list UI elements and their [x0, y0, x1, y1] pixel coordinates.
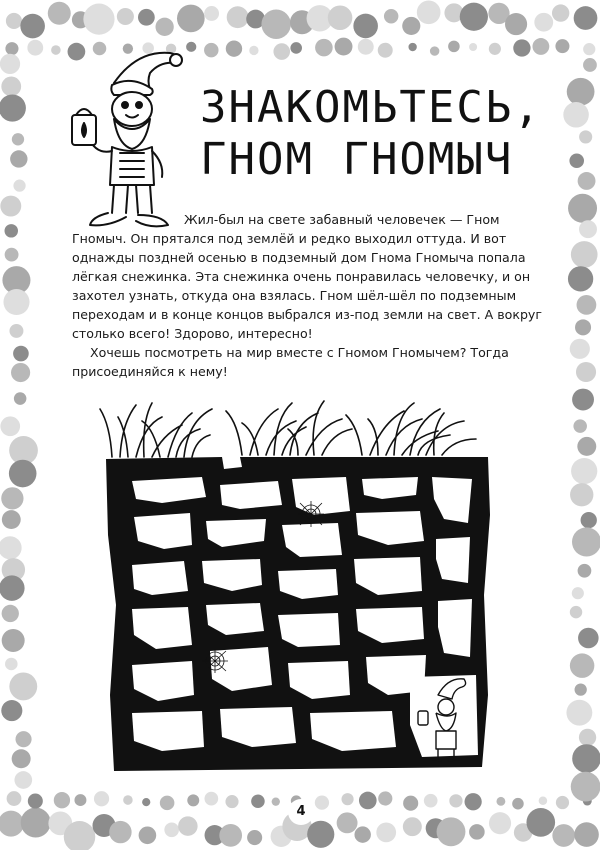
- border-dot: [573, 419, 587, 433]
- border-dot: [583, 43, 595, 55]
- border-dot: [251, 794, 265, 808]
- border-dot: [570, 339, 590, 359]
- border-dot: [489, 43, 501, 55]
- border-dot: [0, 196, 21, 217]
- border-dot: [247, 830, 262, 845]
- border-dot: [449, 794, 462, 807]
- story-paragraph-2: Хочешь посмотреть на мир вместе с Гномом Гномычем? Тогда присоединяйся к нему!: [72, 345, 509, 379]
- page-title: [200, 82, 580, 186]
- border-dot: [572, 389, 594, 411]
- border-dot: [227, 6, 249, 28]
- border-dot: [219, 824, 242, 847]
- border-dot: [579, 130, 592, 143]
- border-dot: [575, 684, 587, 696]
- border-dot: [1, 487, 23, 509]
- border-dot: [556, 796, 569, 809]
- border-dot: [526, 808, 555, 837]
- border-dot: [469, 824, 485, 840]
- border-dot: [3, 289, 29, 315]
- border-dot: [571, 458, 597, 484]
- border-dot: [315, 795, 329, 809]
- border-dot: [5, 248, 19, 262]
- border-dot: [0, 536, 22, 559]
- border-dot: [261, 10, 290, 39]
- border-dot: [583, 58, 597, 72]
- page-number: 4: [288, 799, 314, 825]
- border-dot: [178, 816, 197, 835]
- border-dot: [117, 8, 134, 25]
- border-dot: [496, 797, 505, 806]
- border-dot: [577, 295, 597, 315]
- border-dot: [353, 14, 378, 39]
- border-dot: [465, 793, 482, 810]
- border-dot: [9, 460, 37, 488]
- border-dot: [342, 793, 354, 805]
- border-dot: [5, 658, 18, 671]
- border-dot: [0, 416, 20, 436]
- border-dot: [489, 812, 511, 834]
- border-dot: [552, 4, 569, 21]
- border-dot: [2, 605, 19, 622]
- border-dot: [0, 94, 26, 121]
- border-dot: [109, 821, 131, 843]
- border-dot: [570, 653, 594, 677]
- border-dot: [11, 363, 30, 382]
- border-dot: [28, 794, 43, 809]
- border-dot: [402, 17, 420, 35]
- border-dot: [13, 180, 25, 192]
- border-dot: [403, 817, 422, 836]
- border-dot: [578, 564, 592, 578]
- border-dot: [577, 437, 596, 456]
- border-dot: [164, 822, 179, 837]
- border-dot: [571, 772, 600, 802]
- border-dot: [177, 5, 205, 33]
- border-dot: [408, 43, 416, 51]
- border-dot: [1, 700, 22, 721]
- border-dot: [384, 9, 398, 23]
- border-dot: [378, 43, 393, 58]
- border-dot: [578, 628, 599, 649]
- border-dot: [376, 822, 396, 842]
- border-dot: [15, 731, 31, 747]
- border-dot: [138, 9, 155, 26]
- page-title-line1: ЗНАКОМЬТЕСЬ,: [200, 82, 542, 133]
- border-dot: [225, 795, 238, 808]
- border-dot: [14, 771, 32, 789]
- border-dot: [358, 39, 374, 55]
- border-dot: [430, 46, 439, 55]
- border-dot: [359, 792, 377, 810]
- border-dot: [572, 587, 584, 599]
- border-dot: [123, 795, 133, 805]
- border-dot: [155, 18, 173, 36]
- border-dot: [160, 796, 175, 811]
- border-dot: [513, 39, 530, 56]
- border-dot: [505, 13, 527, 35]
- border-dot: [142, 798, 150, 806]
- border-dot: [9, 672, 37, 700]
- border-dot: [5, 42, 18, 55]
- maze-illustration: [92, 395, 502, 780]
- border-dot: [460, 3, 488, 31]
- border-dot: [572, 744, 600, 773]
- border-dot: [204, 792, 218, 806]
- border-dot: [570, 606, 582, 618]
- gnome-with-lantern-icon: [52, 45, 192, 230]
- border-dot: [469, 43, 477, 51]
- border-dot: [6, 13, 22, 29]
- border-dot: [187, 794, 199, 806]
- border-dot: [0, 54, 20, 74]
- border-dot: [574, 6, 598, 30]
- border-dot: [335, 38, 353, 56]
- border-dot: [568, 194, 597, 223]
- border-dot: [570, 483, 593, 506]
- border-dot: [273, 43, 290, 60]
- border-dot: [204, 43, 218, 57]
- story-paragraph-1: Жил-был на свете забавный человечек — Гном Гномыч. Он прятался под землёй и редко выходил оттуда. И вот однажды поздней осенью в подземный дом Гнома Гномыча попала лёгкая снежинка. Эта снежинка очень понравилась человечку, и он захотел узнать, откуда она взялась. Гном шёл-шёл по подземным переходам и в конце концов выбрался из-под земли на свет. А вокруг столько всего! Здорово, интересно!: [72, 212, 543, 341]
- border-dot: [315, 39, 333, 57]
- border-dot: [403, 796, 418, 811]
- border-dot: [307, 821, 334, 848]
- border-dot: [249, 46, 258, 55]
- border-dot: [581, 512, 597, 528]
- border-dot: [354, 826, 370, 842]
- border-dot: [290, 42, 302, 54]
- border-dot: [226, 40, 242, 56]
- border-dot: [0, 575, 25, 600]
- border-dot: [578, 172, 596, 190]
- grass-icon: [100, 401, 476, 457]
- border-dot: [7, 791, 22, 806]
- story-text: [72, 210, 542, 381]
- border-dot: [532, 38, 549, 55]
- border-dot: [12, 749, 31, 768]
- border-dot: [13, 346, 29, 362]
- border-dot: [27, 40, 43, 56]
- border-dot: [378, 791, 392, 805]
- border-dot: [448, 41, 460, 53]
- border-dot: [417, 1, 441, 25]
- border-dot: [12, 133, 24, 145]
- border-dot: [534, 13, 553, 32]
- border-dot: [14, 392, 27, 405]
- border-dot: [328, 5, 353, 30]
- border-dot: [74, 794, 86, 806]
- border-dot: [272, 798, 280, 806]
- border-dot: [572, 527, 600, 556]
- border-dot: [21, 808, 51, 838]
- border-dot: [512, 798, 524, 810]
- border-dot: [83, 4, 114, 35]
- border-dot: [337, 812, 358, 833]
- page-title-line2: ГНОМ ГНОМЫЧ: [200, 134, 514, 185]
- border-dot: [575, 319, 591, 335]
- border-dot: [139, 827, 157, 845]
- border-dot: [10, 150, 27, 167]
- border-dot: [48, 2, 71, 25]
- border-dot: [424, 794, 438, 808]
- border-dot: [54, 792, 70, 808]
- border-dot: [2, 510, 21, 529]
- border-dot: [2, 629, 25, 652]
- border-dot: [1, 77, 21, 97]
- border-dot: [539, 796, 548, 805]
- border-dot: [555, 39, 569, 53]
- border-dot: [9, 324, 23, 338]
- border-dot: [5, 224, 18, 237]
- border-dot: [574, 822, 599, 847]
- border-dot: [437, 817, 466, 846]
- border-dot: [576, 362, 596, 382]
- border-dot: [579, 729, 596, 746]
- border-dot: [571, 241, 598, 268]
- border-dot: [94, 791, 109, 806]
- border-dot: [566, 700, 592, 726]
- border-dot: [0, 811, 24, 837]
- border-dot: [568, 266, 593, 291]
- border-dot: [20, 14, 45, 39]
- border-dot: [579, 220, 597, 238]
- border-dot: [552, 824, 575, 847]
- border-dot: [204, 6, 219, 21]
